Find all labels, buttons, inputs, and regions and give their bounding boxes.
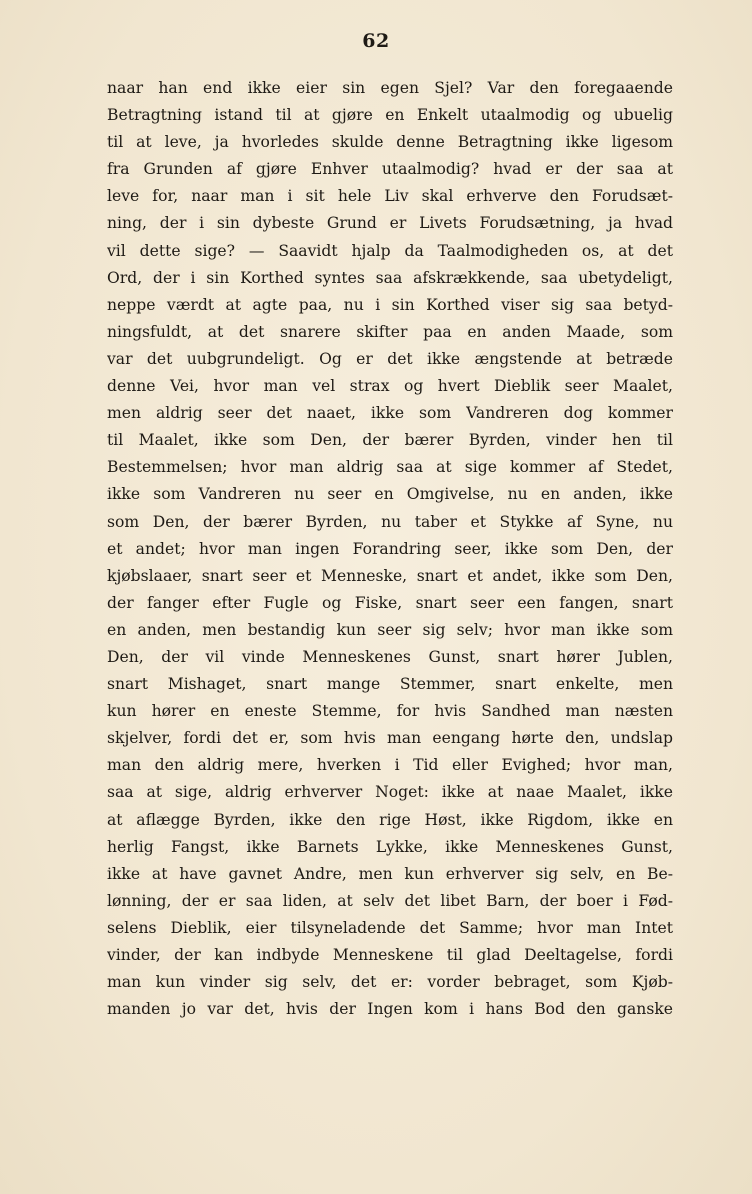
text-line: lønning, der er saa liden, at selv det libet Barn, der boer i Fød- (107, 891, 673, 910)
page-number: 62 (362, 30, 390, 52)
body-text (107, 75, 673, 1023)
text-line: Ord, der i sin Korthed syntes saa afskrækkende, saa ubetydeligt, (107, 268, 673, 287)
text-line: vil dette sige? — Saavidt hjalp da Taalmodigheden os, at det (107, 241, 673, 260)
text-line: ning, der i sin dybeste Grund er Livets Forudsætning, ja hvad (107, 214, 673, 233)
text-line: skjelver, fordi det er, som hvis man eengang hørte den, undslap (107, 729, 673, 748)
text-line: Bestemmelsen; hvor man aldrig saa at sige kommer af Stedet, (107, 458, 673, 477)
text-line: som Den, der bærer Byrden, nu taber et Stykke af Syne, nu (107, 512, 673, 531)
text-line: kun hører en eneste Stemme, for hvis Sandhed man næsten (107, 702, 673, 721)
text-line: ikke som Vandreren nu seer en Omgivelse, nu en anden, ikke (107, 485, 673, 504)
text-line: et andet; hvor man ingen Forandring seer, ikke som Den, der (107, 539, 673, 558)
text-line: var det uubgrundeligt. Og er det ikke ængstende at betræde (107, 349, 673, 368)
text-line: kjøbslaaer, snart seer et Menneske, snart et andet, ikke som Den, (107, 566, 673, 585)
text-line: ikke at have gavnet Andre, men kun erhverver sig selv, en Be- (107, 864, 673, 883)
text-line: fra Grunden af gjøre Enhver utaalmodig? hvad er der saa at (107, 160, 673, 179)
text-line: herlig Fangst, ikke Barnets Lykke, ikke Menneskenes Gunst, (107, 837, 673, 856)
text-line: Betragtning istand til at gjøre en Enkelt utaalmodig og ubuelig (107, 106, 673, 125)
text-line: Den, der vil vinde Menneskenes Gunst, snart hører Jublen, (107, 647, 673, 666)
text-line: selens Dieblik, eier tilsyneladende det Samme; hvor man Intet (107, 918, 673, 937)
text-line: der fanger efter Fugle og Fiske, snart seer een fangen, snart (107, 593, 673, 612)
text-line: en anden, men bestandig kun seer sig selv; hvor man ikke som (107, 620, 673, 639)
text-line: vinder, der kan indbyde Menneskene til glad Deeltagelse, fordi (107, 946, 673, 964)
text-line: naar han end ikke eier sin egen Sjel? Var den foregaaende (107, 79, 673, 97)
text-line: leve for, naar man i sit hele Liv skal erhverve den Forudsæt- (107, 187, 673, 206)
text-line: men aldrig seer det naaet, ikke som Vandreren dog kommer (107, 404, 673, 423)
text-line: ningsfuldt, at det snarere skifter paa en anden Maade, som (107, 322, 673, 341)
text-line: til Maalet, ikke som Den, der bærer Byrden, vinder hen til (107, 431, 673, 450)
text-line: til at leve, ja hvorledes skulde denne Betragtning ikke ligesom (107, 133, 673, 152)
text-line: at aflægge Byrden, ikke den rige Høst, ikke Rigdom, ikke en (107, 810, 673, 829)
text-line: saa at sige, aldrig erhverver Noget: ikke at naae Maalet, ikke (107, 783, 673, 802)
text-line: neppe værdt at agte paa, nu i sin Korthed viser sig saa betyd- (107, 295, 673, 314)
text-line: man kun vinder sig selv, det er: vorder bebraget, som Kjøb- (107, 973, 673, 992)
text-line: man den aldrig mere, hverken i Tid eller Evighed; hvor man, (107, 756, 673, 775)
text-line: snart Mishaget, snart mange Stemmer, snart enkelte, men (107, 675, 673, 694)
text-line: manden jo var det, hvis der Ingen kom i hans Bod den ganske (107, 1000, 673, 1019)
text-line: denne Vei, hvor man vel strax og hvert Dieblik seer Maalet, (107, 377, 673, 396)
